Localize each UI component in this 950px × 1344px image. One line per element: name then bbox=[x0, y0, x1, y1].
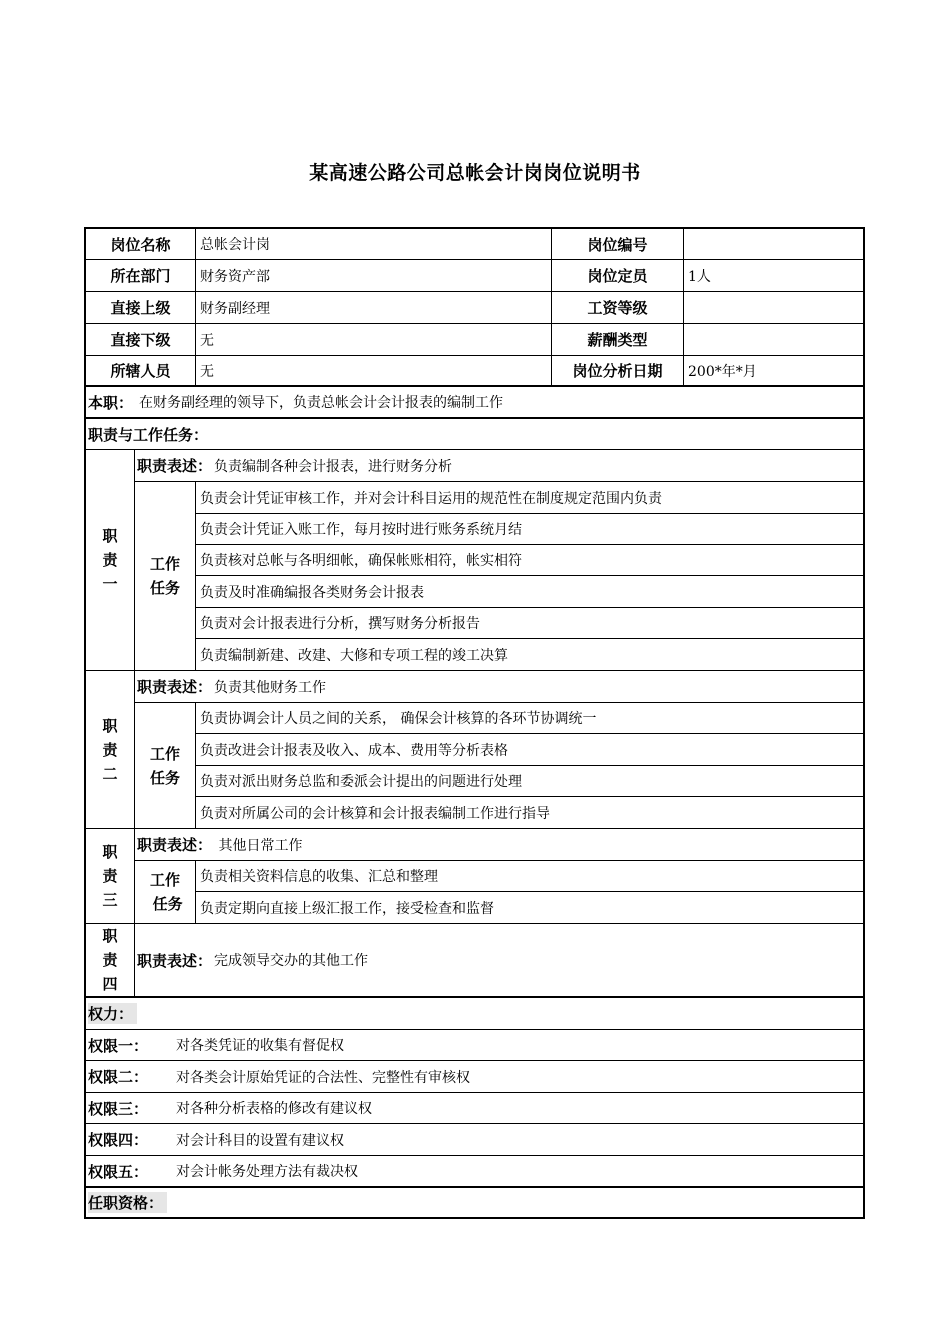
duty-3-task-1: 负责相关资料信息的收集、汇总和整理 bbox=[196, 861, 863, 892]
duty-4-char-2: 责 bbox=[102, 951, 118, 969]
authority-3-label: 权限三： bbox=[88, 1099, 149, 1118]
duty-2-char-3: 二 bbox=[102, 764, 118, 783]
duty-2-task-2: 负责改进会计报表及收入、成本、费用等分析表格 bbox=[196, 734, 863, 766]
duty-3-char-3: 三 bbox=[102, 891, 118, 909]
info-label-position-code: 岗位编号 bbox=[552, 229, 684, 260]
duty-3-description bbox=[135, 829, 863, 861]
duty-2-task-label-line-1: 工作 bbox=[149, 744, 180, 763]
duty-1-task-label-line-2: 任务 bbox=[149, 579, 180, 597]
duty-2-task-label-line-2: 任务 bbox=[149, 768, 180, 787]
info-value-position-name: 总帐会计岗 bbox=[196, 229, 552, 260]
duty-1-task-2: 负责会计凭证入账工作，每月按时进行账务系统月结 bbox=[196, 514, 863, 545]
duty-3-desc-label: 职责表述： bbox=[137, 836, 213, 854]
authority-5-text: 对会计帐务处理方法有裁决权 bbox=[176, 1164, 358, 1180]
authority-2-label: 权限二： bbox=[88, 1068, 149, 1086]
duty-1-task-label-line-1: 工作 bbox=[149, 555, 180, 573]
info-label-analysis-date: 岗位分析日期 bbox=[552, 356, 684, 387]
duty-1-task-3: 负责核对总帐与各明细帐，确保帐账相符，帐实相符 bbox=[196, 545, 863, 576]
duty-1-description bbox=[135, 450, 863, 482]
duty-1-task-label bbox=[135, 482, 196, 671]
info-label-direct-superior: 直接上级 bbox=[86, 292, 196, 324]
duty-2-description bbox=[135, 671, 863, 703]
info-value-headcount: 1人 bbox=[684, 260, 863, 292]
authority-2-text: 对各类会计原始凭证的合法性、完整性有审核权 bbox=[176, 1069, 470, 1086]
duty-4-desc-text: 完成领导交办的其他工作 bbox=[214, 953, 369, 969]
duty-3-desc-text: 其他日常工作 bbox=[214, 837, 303, 854]
authority-row-2 bbox=[86, 1061, 863, 1093]
duty-2-name bbox=[86, 671, 135, 829]
authority-row-1 bbox=[86, 1030, 863, 1061]
duty-1-desc-label: 职责表述： bbox=[137, 457, 213, 475]
duty-4-char-3: 四 bbox=[102, 975, 118, 993]
authority-header-label: 权力： bbox=[88, 1003, 137, 1024]
main-duty-text: 在财务副经理的领导下，负责总帐会计会计报表的编制工作 bbox=[139, 395, 504, 411]
authority-row-3 bbox=[86, 1093, 863, 1124]
duties-header-label: 职责与工作任务： bbox=[88, 425, 209, 444]
page-title: 某高速公路公司总帐会计岗岗位说明书 bbox=[309, 162, 641, 184]
duty-3-name bbox=[86, 829, 135, 924]
duty-2-task-4: 负责对所属公司的会计核算和会计报表编制工作进行指导 bbox=[196, 797, 863, 829]
duty-4-char-1: 职 bbox=[102, 927, 118, 945]
duty-1-char-1: 职 bbox=[102, 527, 118, 545]
duty-3-task-label-line-2: 任务 bbox=[147, 895, 183, 913]
authority-4-text: 对会计科目的设置有建议权 bbox=[176, 1132, 344, 1149]
info-label-direct-subordinate: 直接下级 bbox=[86, 324, 196, 356]
duty-3-task-label bbox=[135, 861, 196, 924]
duty-4-desc-label: 职责表述： bbox=[137, 951, 213, 970]
authority-row-4 bbox=[86, 1124, 863, 1156]
duty-3-task-label-line-1: 工作 bbox=[149, 871, 180, 889]
info-label-headcount: 岗位定员 bbox=[552, 260, 684, 292]
authority-1-label: 权限一： bbox=[88, 1036, 149, 1055]
duty-2-desc-text: 负责其他财务工作 bbox=[214, 679, 327, 696]
info-value-department: 财务资产部 bbox=[196, 260, 552, 292]
duty-3-char-2: 责 bbox=[102, 867, 118, 885]
info-label-pay-type: 薪酬类型 bbox=[552, 324, 684, 356]
duty-1-desc-text: 负责编制各种会计报表，进行财务分析 bbox=[214, 458, 453, 475]
duty-3-char-1: 职 bbox=[102, 843, 118, 861]
duty-2-desc-label: 职责表述： bbox=[137, 678, 213, 696]
info-value-direct-subordinate: 无 bbox=[196, 324, 552, 356]
authority-row-5 bbox=[86, 1156, 863, 1188]
info-label-staff: 所辖人员 bbox=[86, 356, 196, 387]
duty-1-task-6: 负责编制新建、改建、大修和专项工程的竣工决算 bbox=[196, 639, 863, 671]
authority-3-text: 对各种分析表格的修改有建议权 bbox=[176, 1101, 372, 1117]
duty-2-task-3: 负责对派出财务总监和委派会计提出的问题进行处理 bbox=[196, 766, 863, 797]
qualification-header-label: 任职资格： bbox=[88, 1192, 167, 1213]
duty-1-char-3: 一 bbox=[102, 575, 118, 593]
info-value-direct-superior: 财务副经理 bbox=[196, 292, 552, 324]
main-duty-label: 本职： bbox=[88, 393, 134, 412]
info-value-pay-type bbox=[684, 324, 863, 356]
info-value-position-code bbox=[684, 229, 863, 260]
duty-3-task-2: 负责定期向直接上级汇报工作，接受检查和监督 bbox=[196, 892, 863, 924]
duties-header bbox=[86, 419, 863, 450]
duty-1-task-5: 负责对会计报表进行分析，撰写财务分析报告 bbox=[196, 608, 863, 639]
duty-2-char-2: 责 bbox=[102, 740, 118, 759]
authority-1-text: 对各类凭证的收集有督促权 bbox=[176, 1038, 344, 1054]
duty-2-task-1: 负责协调会计人员之间的关系， 确保会计核算的各环节协调统一 bbox=[196, 703, 863, 734]
info-value-salary-grade bbox=[684, 292, 863, 324]
duty-4-description bbox=[135, 924, 863, 998]
authority-header bbox=[86, 998, 863, 1030]
authority-5-label: 权限五： bbox=[88, 1162, 149, 1181]
info-value-analysis-date: 200*年*月 bbox=[684, 356, 863, 387]
authority-4-label: 权限四： bbox=[88, 1131, 149, 1149]
duty-1-task-4: 负责及时准确编报各类财务会计报表 bbox=[196, 576, 863, 608]
duty-1-task-1: 负责会计凭证审核工作，并对会计科目运用的规范性在制度规定范围内负责 bbox=[196, 482, 863, 514]
duty-4-name bbox=[86, 924, 135, 998]
info-value-staff: 无 bbox=[196, 356, 552, 387]
duty-2-task-label bbox=[135, 703, 196, 829]
job-description-table bbox=[84, 227, 865, 1219]
info-label-salary-grade: 工资等级 bbox=[552, 292, 684, 324]
qualification-header bbox=[86, 1188, 863, 1217]
main-duty-row bbox=[86, 387, 863, 419]
info-label-department: 所在部门 bbox=[86, 260, 196, 292]
duty-2-char-1: 职 bbox=[102, 716, 118, 735]
duty-1-name bbox=[86, 450, 135, 671]
duty-1-char-2: 责 bbox=[102, 551, 118, 569]
info-label-position-name: 岗位名称 bbox=[86, 229, 196, 260]
